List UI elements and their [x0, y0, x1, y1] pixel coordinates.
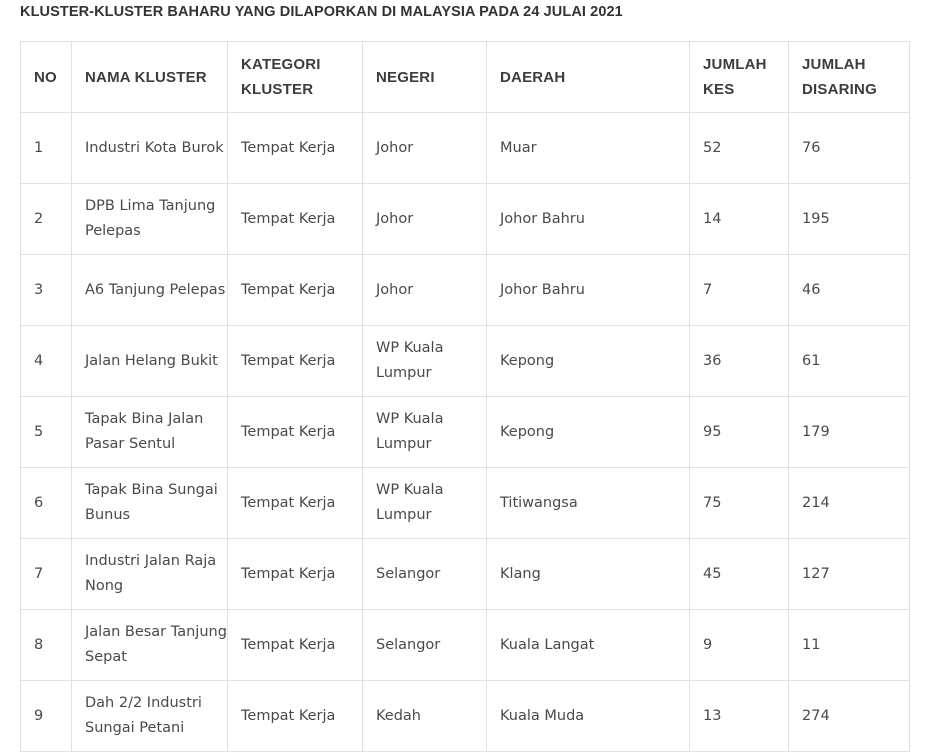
cell-jumlah-kes: 14: [690, 184, 789, 255]
cell-daerah: Kepong: [487, 397, 690, 468]
cell-jumlah-disaring: 76: [789, 113, 910, 184]
cell-nama-kluster: Industri Jalan Raja Nong: [72, 539, 228, 610]
cell-nama-kluster: Industri Kota Burok: [72, 113, 228, 184]
cell-jumlah-kes: 9: [690, 610, 789, 681]
cell-negeri: Johor: [363, 255, 487, 326]
cell-kategori: Tempat Kerja: [228, 184, 363, 255]
cell-jumlah-kes: 95: [690, 397, 789, 468]
table-row: [21, 539, 910, 610]
cell-negeri: Johor: [363, 184, 487, 255]
cell-daerah: Kepong: [487, 326, 690, 397]
cell-negeri: Kedah: [363, 681, 487, 752]
table-row: [21, 681, 910, 752]
cell-jumlah-disaring: 214: [789, 468, 910, 539]
header-jumlah-kes: JUMLAH KES: [690, 42, 789, 113]
cell-jumlah-disaring: 127: [789, 539, 910, 610]
table-row: [21, 255, 910, 326]
cell-daerah: Johor Bahru: [487, 255, 690, 326]
page-title: KLUSTER-KLUSTER BAHARU YANG DILAPORKAN DI MALAYSIA PADA 24 JULAI 2021: [20, 4, 623, 20]
cell-nama-kluster: DPB Lima Tanjung Pelepas: [72, 184, 228, 255]
table-row: [21, 326, 910, 397]
header-row: [21, 42, 910, 113]
cell-jumlah-disaring: 195: [789, 184, 910, 255]
cell-no: 1: [21, 113, 72, 184]
cell-daerah: Titiwangsa: [487, 468, 690, 539]
cell-jumlah-kes: 36: [690, 326, 789, 397]
cell-kategori: Tempat Kerja: [228, 255, 363, 326]
cell-no: 6: [21, 468, 72, 539]
cell-nama-kluster: Jalan Besar Tanjung Sepat: [72, 610, 228, 681]
cell-nama-kluster: Tapak Bina Jalan Pasar Sentul: [72, 397, 228, 468]
header-jumlah-disaring: JUMLAH DISARING: [789, 42, 910, 113]
cell-jumlah-disaring: 274: [789, 681, 910, 752]
cell-nama-kluster: Dah 2/2 Industri Sungai Petani: [72, 681, 228, 752]
cell-daerah: Kuala Muda: [487, 681, 690, 752]
cell-kategori: Tempat Kerja: [228, 397, 363, 468]
table-header: [21, 42, 910, 113]
cell-kategori: Tempat Kerja: [228, 468, 363, 539]
cell-no: 9: [21, 681, 72, 752]
cell-jumlah-disaring: 46: [789, 255, 910, 326]
cell-negeri: Selangor: [363, 610, 487, 681]
table-row: [21, 610, 910, 681]
cell-nama-kluster: Jalan Helang Bukit: [72, 326, 228, 397]
cell-jumlah-kes: 13: [690, 681, 789, 752]
table-body: [21, 113, 910, 752]
cell-jumlah-kes: 45: [690, 539, 789, 610]
cell-jumlah-kes: 7: [690, 255, 789, 326]
table-row: [21, 468, 910, 539]
cell-daerah: Kuala Langat: [487, 610, 690, 681]
cell-daerah: Muar: [487, 113, 690, 184]
table-row: [21, 184, 910, 255]
cell-daerah: Johor Bahru: [487, 184, 690, 255]
header-daerah: DAERAH: [487, 42, 690, 113]
cell-jumlah-kes: 75: [690, 468, 789, 539]
header-kategori-kluster: KATEGORI KLUSTER: [228, 42, 363, 113]
cell-no: 7: [21, 539, 72, 610]
cell-kategori: Tempat Kerja: [228, 539, 363, 610]
cell-negeri: Selangor: [363, 539, 487, 610]
header-nama-kluster: NAMA KLUSTER: [72, 42, 228, 113]
cell-kategori: Tempat Kerja: [228, 113, 363, 184]
cell-no: 5: [21, 397, 72, 468]
table-row: [21, 113, 910, 184]
header-no: NO: [21, 42, 72, 113]
cluster-table: [20, 41, 910, 752]
cell-kategori: Tempat Kerja: [228, 610, 363, 681]
cell-nama-kluster: A6 Tanjung Pelepas: [72, 255, 228, 326]
cell-no: 4: [21, 326, 72, 397]
table-row: [21, 397, 910, 468]
cell-kategori: Tempat Kerja: [228, 326, 363, 397]
cell-jumlah-disaring: 61: [789, 326, 910, 397]
cell-kategori: Tempat Kerja: [228, 681, 363, 752]
cell-negeri: Johor: [363, 113, 487, 184]
cell-no: 3: [21, 255, 72, 326]
cell-daerah: Klang: [487, 539, 690, 610]
cell-negeri: WP Kuala Lumpur: [363, 468, 487, 539]
cell-no: 2: [21, 184, 72, 255]
cell-no: 8: [21, 610, 72, 681]
cell-jumlah-disaring: 179: [789, 397, 910, 468]
cell-negeri: WP Kuala Lumpur: [363, 326, 487, 397]
cell-jumlah-disaring: 11: [789, 610, 910, 681]
cell-jumlah-kes: 52: [690, 113, 789, 184]
header-negeri: NEGERI: [363, 42, 487, 113]
cell-negeri: WP Kuala Lumpur: [363, 397, 487, 468]
cell-nama-kluster: Tapak Bina Sungai Bunus: [72, 468, 228, 539]
